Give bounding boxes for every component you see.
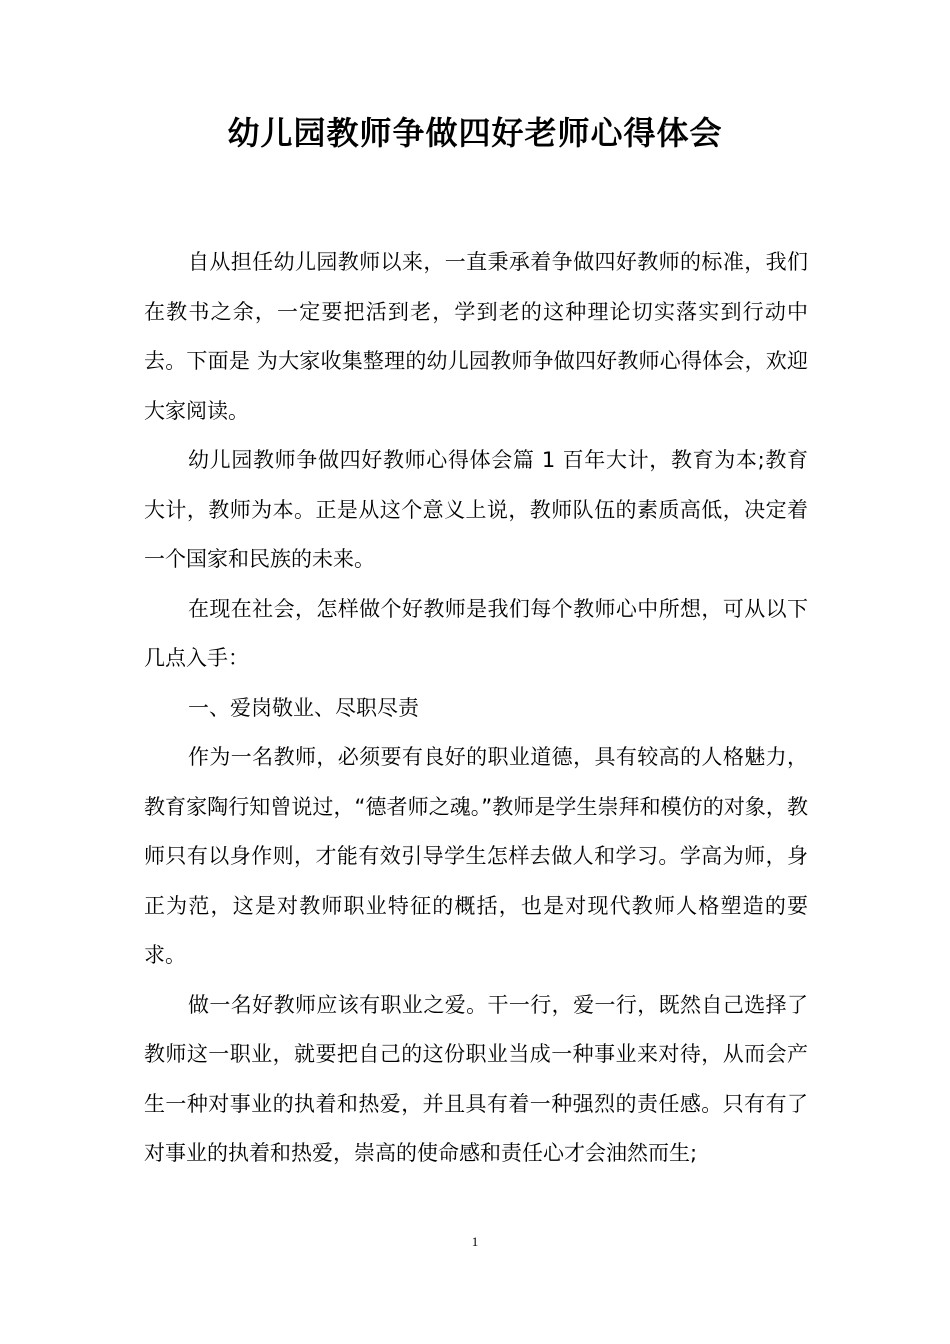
paragraph-article-1: 幼儿园教师争做四好教师心得体会篇 1 百年大计，教育为本;教育大计，教师为本。正是从这个意义上说，教师队伍的素质高低，决定着一个国家和民族的未来。 [144,448,808,571]
section-heading-1: 一、爱岗敬业、尽职尽责 [188,695,419,720]
paragraph-love-of-profession: 做一名好教师应该有职业之爱。干一行，爱一行，既然自己选择了教师这一职业，就要把自己的这份职业当成一种事业来对待，从而会产生一种对事业的执着和热爱，并且具有着一种强烈的责任感。只有有了对事业的执着和热爱，崇高的使命感和责任心才会油然而生; [144,992,808,1165]
paragraph-intro: 自从担任幼儿园教师以来，一直秉承着争做四好教师的标准，我们在教书之余，一定要把活到老，学到老的这种理论切实落实到行动中去。下面是 为大家收集整理的幼儿园教师争做四好教师心得体会，欢迎大家阅读。 [144,250,808,423]
document-body [144,238,808,1179]
document-title: 幼儿园教师争做四好老师心得体会 [227,114,723,152]
paragraph-how-to: 在现在社会，怎样做个好教师是我们每个教师心中所想，可从以下几点入手： [144,596,808,670]
page-number: 1 [471,1234,479,1249]
paragraph-ethics: 作为一名教师，必须要有良好的职业道德，具有较高的人格魅力，教育家陶行知曾说过，“德者师之魂。”教师是学生崇拜和模仿的对象，教师只有以身作则，才能有效引导学生怎样去做人和学习。学高为师，身正为范，这是对教师职业特征的概括，也是对现代教师人格塑造的要求。 [144,745,808,967]
